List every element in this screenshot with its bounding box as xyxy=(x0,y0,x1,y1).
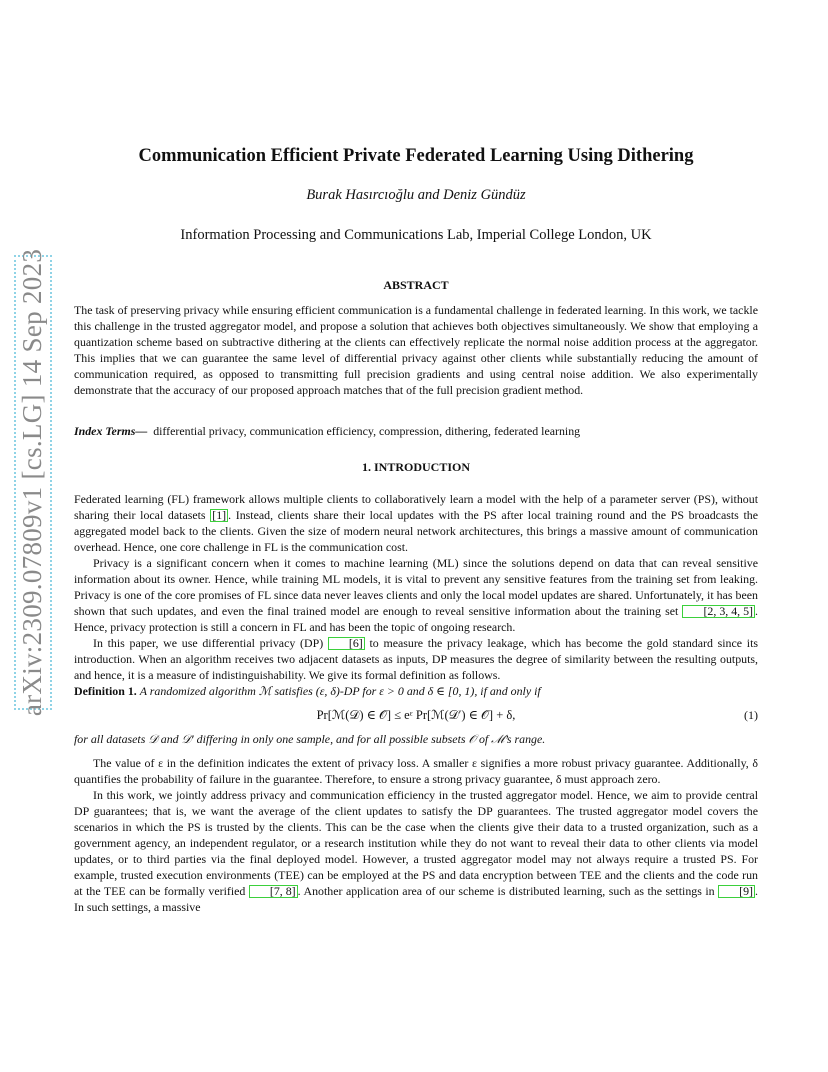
citation-link[interactable]: [7, 8] xyxy=(249,885,298,898)
introduction-body xyxy=(74,491,758,915)
intro-paragraph-4: The value of ε in the definition indicates the extent of privacy loss. A smaller ε signifies a more robust privacy guarantee. Additionally, δ quantifies the probability of failure in the guarantee. Therefore, to ensure a strong privacy guarantee, δ must approach zero. xyxy=(74,756,758,786)
intro-paragraph-3: In this paper, we use differential privacy (DP) [6] to measure the privacy leakage, which has become the gold standard since its introduction. When an algorithm receives two adjacent datasets as inputs, DP measures the degree of similarity between the resulting outputs, and hence, it is a measure of indistinguishability. We give its formal definition as follows. xyxy=(74,636,759,682)
abstract-heading: ABSTRACT xyxy=(383,278,449,292)
equation-body: Pr[ℳ(𝒟) ∈ 𝒪] ≤ eᵋ Pr[ℳ(𝒟′) ∈ 𝒪] + δ, xyxy=(316,708,516,722)
arxiv-identifier: arXiv:2309.07809v1 [cs.LG] 14 Sep 2023 xyxy=(17,248,48,717)
definition-continuation: for all datasets 𝒟 and 𝒟′ differing in only one sample, and for all possible subsets 𝒪 of ℳ’s range. xyxy=(74,732,546,746)
abstract-text: The task of preserving privacy while ensuring efficient communication is a fundamental challenge in federated learning. In this work, we tackle this challenge in the trusted aggregator model, and propose a solution that achieves both objectives simultaneously. We show that employing a quantization scheme based on subtractive dithering at the clients can effectively replicate the normal noise addition process at the aggregator. This implies that we can guarantee the same level of differential privacy against other clients while substantially reducing the amount of communication required, as opposed to transmitting full precision gradients and using central noise addition. We also experimentally demonstrate that the accuracy of our proposed approach matches that of the full precision gradient method. xyxy=(74,303,758,397)
index-terms-label: Index Terms— xyxy=(74,424,148,438)
equation-number: (1) xyxy=(744,708,758,722)
paper-affiliation: Information Processing and Communications Lab, Imperial College London, UK xyxy=(180,227,652,243)
definition-label: Definition 1. xyxy=(74,684,137,698)
citation-link[interactable]: [2, 3, 4, 5] xyxy=(682,605,755,618)
citation-link[interactable]: [6] xyxy=(328,637,365,650)
intro-paragraph-2: Privacy is a significant concern when it comes to machine learning (ML) since the solutions depend on data that can reveal sensitive information about its owner. Hence, while training ML models, it is vital to prevent any sensitive features from the training set from leaking. Privacy is one of the core promises of FL since data never leaves clients and only the local model updates are shared. Unfortunately, it has been shown that such updates, and even the final trained model are enough to reveal sensitive information about the training set [2, 3, 4, 5] . Hence, privacy protection is still a concern in FL and has been the topic of ongoing research. xyxy=(74,556,758,634)
citation-link[interactable]: [9] xyxy=(718,885,755,898)
arxiv-sidebar-stamp xyxy=(14,248,52,717)
paper-authors: Burak Hasırcıoğlu and Deniz Gündüz xyxy=(306,187,526,203)
intro-paragraph-1: Federated learning (FL) framework allows multiple clients to collaboratively learn a model with the help of a parameter server (PS), without sharing their local datasets [1] . Instead, clients share their local updates with the PS after local training round and the PS broadcasts the aggregated model back to the clients. Given the size of modern neural network architectures, this brings a massive amount of communication overhead. Hence, one core challenge in FL is the communication cost. xyxy=(74,492,758,554)
equation-1 xyxy=(74,703,758,729)
index-terms xyxy=(74,423,758,439)
paper-title: Communication Efficient Private Federated Learning Using Dithering xyxy=(138,146,694,166)
intro-paragraph-5: In this work, we jointly address privacy and communication efficiency in the trusted aggregator model. Hence, we aim to provide central DP guarantees; that is, we want the average of the client updates to satisfy the DP guarantees. The trusted aggregator model covers the scenarios in which the PS is trusted by the clients. This can be the case when the clients give their data to a trusted organization, such as a government agency, an independent regulator, or a research institution while they do not want to reveal their data to other clients via model updates, or to third parties via the final deployed model. However, a trusted aggregator model may not always require a trusted PS. For example, trusted execution environments (TEE) can be employed at the PS and data encryption between TEE and the clients and the code run at the TEE can be formally verified [7, 8] . Another application area of our scheme is distributed learning, such as the settings in [9] . In such settings, a massive xyxy=(74,788,758,914)
definition-text: A randomized algorithm ℳ satisfies (ε, δ)-DP for ε > 0 and δ ∈ [0, 1), if and only if xyxy=(139,684,541,698)
definition-1 xyxy=(74,683,758,699)
section-heading-introduction: 1. INTRODUCTION xyxy=(361,460,470,474)
index-terms-list: differential privacy, communication efficiency, compression, dithering, federated learning xyxy=(153,424,581,438)
citation-link[interactable]: [1] xyxy=(212,508,227,522)
